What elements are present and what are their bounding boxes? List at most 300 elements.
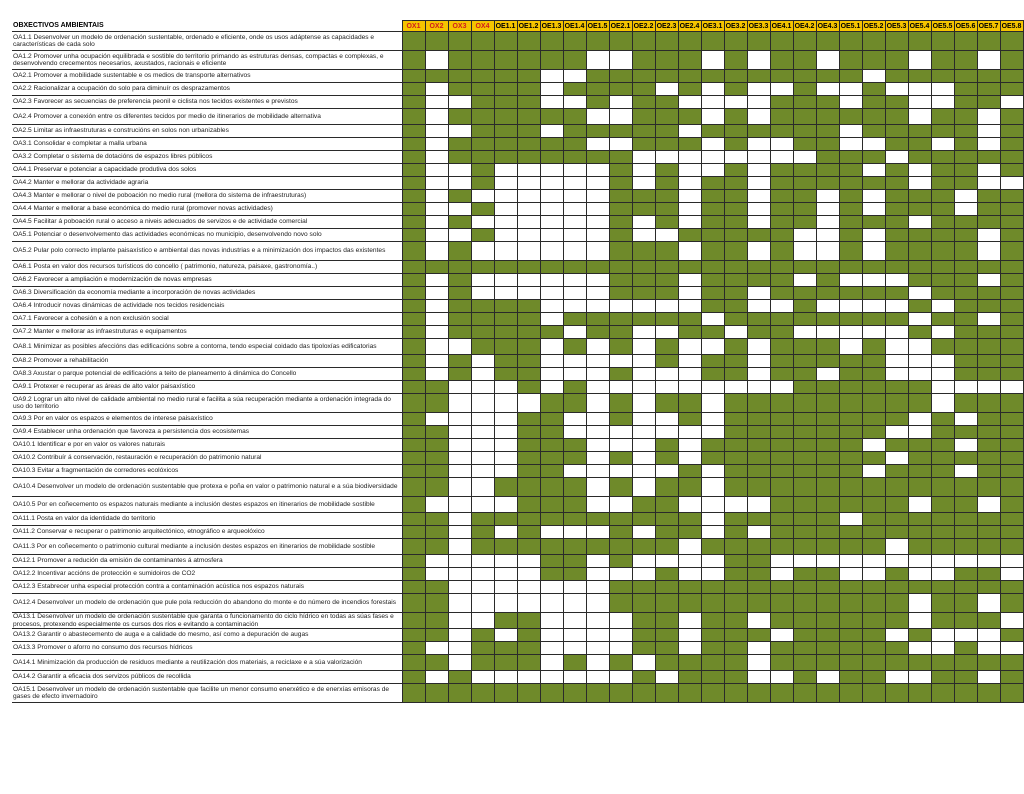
matrix-cell-filled bbox=[701, 671, 724, 684]
matrix-cell-filled bbox=[655, 526, 678, 539]
table-row bbox=[12, 96, 1023, 109]
matrix-cell-empty bbox=[586, 526, 609, 539]
matrix-cell-filled bbox=[839, 465, 862, 478]
matrix-cell-empty bbox=[862, 555, 885, 568]
matrix-cell-filled bbox=[747, 439, 770, 452]
matrix-cell-empty bbox=[425, 326, 448, 339]
matrix-cell-filled bbox=[540, 539, 563, 555]
matrix-cell-empty bbox=[747, 242, 770, 261]
matrix-cell-filled bbox=[425, 32, 448, 51]
matrix-cell-filled bbox=[839, 581, 862, 594]
matrix-cell-empty bbox=[770, 151, 793, 164]
matrix-cell-filled bbox=[724, 138, 747, 151]
matrix-cell-filled bbox=[563, 497, 586, 513]
matrix-cell-filled bbox=[954, 684, 977, 703]
matrix-cell-filled bbox=[402, 671, 425, 684]
matrix-cell-filled bbox=[1000, 242, 1023, 261]
matrix-cell-filled bbox=[862, 394, 885, 413]
matrix-cell-empty bbox=[862, 242, 885, 261]
matrix-cell-filled bbox=[1000, 629, 1023, 642]
matrix-cell-filled bbox=[747, 274, 770, 287]
matrix-cell-filled bbox=[609, 539, 632, 555]
matrix-cell-filled bbox=[471, 684, 494, 703]
matrix-cell-filled bbox=[977, 613, 1000, 629]
matrix-cell-filled bbox=[471, 109, 494, 125]
matrix-cell-empty bbox=[678, 613, 701, 629]
objective-label: OA1.2 Promover unha ocupación equilibrada e sostible do territorio primando as estruturas densas, compactas e complexas, e desenvolvendo crecementos necesarios, axustados, racionais e eficiente bbox=[12, 51, 402, 70]
matrix-cell-filled bbox=[977, 190, 1000, 203]
matrix-cell-filled bbox=[678, 684, 701, 703]
matrix-cell-filled bbox=[862, 381, 885, 394]
matrix-cell-empty bbox=[471, 594, 494, 613]
matrix-cell-filled bbox=[1000, 465, 1023, 478]
matrix-cell-filled bbox=[724, 439, 747, 452]
matrix-cell-filled bbox=[425, 465, 448, 478]
matrix-cell-filled bbox=[494, 613, 517, 629]
header-row bbox=[12, 21, 1023, 32]
matrix-cell-filled bbox=[632, 497, 655, 513]
matrix-cell-filled bbox=[632, 671, 655, 684]
matrix-cell-filled bbox=[517, 261, 540, 274]
matrix-cell-filled bbox=[793, 497, 816, 513]
matrix-cell-empty bbox=[1000, 96, 1023, 109]
table-row bbox=[12, 568, 1023, 581]
column-header-oe5-3: OE5.3 bbox=[886, 22, 907, 30]
matrix-cell-filled bbox=[931, 526, 954, 539]
matrix-cell-filled bbox=[471, 96, 494, 109]
matrix-cell-empty bbox=[471, 478, 494, 497]
matrix-cell-empty bbox=[494, 164, 517, 177]
matrix-cell-empty bbox=[494, 594, 517, 613]
column-header-oe5-5: OE5.5 bbox=[932, 22, 953, 30]
matrix-cell-filled bbox=[839, 368, 862, 381]
matrix-cell-filled bbox=[655, 32, 678, 51]
matrix-cell-filled bbox=[448, 300, 471, 313]
matrix-cell-filled bbox=[862, 177, 885, 190]
matrix-cell-filled bbox=[609, 555, 632, 568]
matrix-cell-empty bbox=[747, 216, 770, 229]
matrix-cell-empty bbox=[977, 51, 1000, 70]
matrix-cell-filled bbox=[1000, 109, 1023, 125]
matrix-cell-filled bbox=[793, 526, 816, 539]
matrix-cell-filled bbox=[724, 32, 747, 51]
matrix-cell-empty bbox=[517, 568, 540, 581]
matrix-cell-filled bbox=[724, 642, 747, 655]
matrix-cell-empty bbox=[586, 497, 609, 513]
matrix-cell-filled bbox=[747, 125, 770, 138]
matrix-cell-filled bbox=[655, 164, 678, 177]
matrix-cell-filled bbox=[701, 300, 724, 313]
matrix-cell-filled bbox=[931, 287, 954, 300]
objective-label: OA2.4 Promover a conexión entre os diferentes tecidos por medio de itinerarios de mobilidade alternativa bbox=[12, 109, 402, 125]
matrix-cell-filled bbox=[402, 164, 425, 177]
matrix-cell-filled bbox=[839, 109, 862, 125]
header-label: OBXECTIVOS AMBIENTAIS bbox=[12, 21, 402, 32]
matrix-cell-filled bbox=[770, 684, 793, 703]
matrix-cell-empty bbox=[977, 629, 1000, 642]
matrix-cell-empty bbox=[632, 326, 655, 339]
matrix-cell-filled bbox=[517, 339, 540, 355]
matrix-cell-filled bbox=[678, 513, 701, 526]
matrix-cell-empty bbox=[678, 339, 701, 355]
matrix-cell-empty bbox=[632, 655, 655, 671]
matrix-cell-empty bbox=[586, 413, 609, 426]
matrix-cell-empty bbox=[655, 229, 678, 242]
matrix-cell-filled bbox=[540, 51, 563, 70]
matrix-cell-filled bbox=[747, 539, 770, 555]
matrix-cell-filled bbox=[563, 478, 586, 497]
matrix-cell-filled bbox=[586, 96, 609, 109]
matrix-cell-empty bbox=[609, 568, 632, 581]
matrix-cell-filled bbox=[931, 190, 954, 203]
matrix-cell-empty bbox=[563, 300, 586, 313]
matrix-cell-filled bbox=[816, 70, 839, 83]
matrix-cell-empty bbox=[609, 426, 632, 439]
matrix-cell-empty bbox=[494, 287, 517, 300]
matrix-cell-filled bbox=[931, 539, 954, 555]
matrix-cell-filled bbox=[1000, 300, 1023, 313]
column-header-oe5-6: OE5.6 bbox=[955, 22, 976, 30]
matrix-cell-empty bbox=[494, 426, 517, 439]
matrix-cell-filled bbox=[793, 684, 816, 703]
matrix-cell-filled bbox=[609, 125, 632, 138]
matrix-cell-empty bbox=[701, 109, 724, 125]
matrix-cell-empty bbox=[471, 497, 494, 513]
objective-label: OA9.2 Lograr un alto nivel de calidade ambiental no medio rural e facilita a súa recuperación mediante a ordenación integrada do uso do territorio bbox=[12, 394, 402, 413]
matrix-cell-filled bbox=[931, 478, 954, 497]
matrix-cell-empty bbox=[770, 138, 793, 151]
matrix-cell-filled bbox=[770, 655, 793, 671]
matrix-cell-empty bbox=[563, 613, 586, 629]
matrix-cell-empty bbox=[494, 216, 517, 229]
matrix-cell-filled bbox=[517, 381, 540, 394]
matrix-cell-filled bbox=[402, 413, 425, 426]
table-row bbox=[12, 439, 1023, 452]
matrix-cell-filled bbox=[448, 70, 471, 83]
matrix-cell-empty bbox=[448, 203, 471, 216]
matrix-cell-empty bbox=[540, 655, 563, 671]
matrix-cell-empty bbox=[586, 594, 609, 613]
matrix-cell-filled bbox=[839, 439, 862, 452]
matrix-cell-empty bbox=[747, 381, 770, 394]
matrix-cell-empty bbox=[885, 151, 908, 164]
matrix-cell-filled bbox=[425, 478, 448, 497]
matrix-cell-empty bbox=[448, 594, 471, 613]
matrix-cell-filled bbox=[839, 70, 862, 83]
matrix-cell-filled bbox=[701, 229, 724, 242]
matrix-cell-filled bbox=[747, 261, 770, 274]
matrix-cell-filled bbox=[908, 684, 931, 703]
matrix-cell-filled bbox=[793, 177, 816, 190]
matrix-cell-empty bbox=[471, 671, 494, 684]
matrix-cell-empty bbox=[885, 629, 908, 642]
column-header-oe5-4: OE5.4 bbox=[909, 22, 930, 30]
matrix-cell-filled bbox=[701, 261, 724, 274]
matrix-cell-empty bbox=[770, 568, 793, 581]
matrix-cell-filled bbox=[517, 151, 540, 164]
matrix-cell-empty bbox=[471, 216, 494, 229]
matrix-cell-filled bbox=[770, 216, 793, 229]
matrix-cell-empty bbox=[862, 70, 885, 83]
matrix-cell-empty bbox=[586, 138, 609, 151]
matrix-cell-filled bbox=[563, 138, 586, 151]
matrix-cell-filled bbox=[448, 190, 471, 203]
matrix-cell-filled bbox=[402, 125, 425, 138]
matrix-cell-filled bbox=[402, 242, 425, 261]
matrix-cell-filled bbox=[517, 452, 540, 465]
matrix-cell-filled bbox=[609, 655, 632, 671]
matrix-cell-filled bbox=[954, 326, 977, 339]
matrix-cell-filled bbox=[977, 300, 1000, 313]
matrix-cell-filled bbox=[747, 684, 770, 703]
matrix-cell-empty bbox=[701, 555, 724, 568]
matrix-cell-filled bbox=[977, 439, 1000, 452]
matrix-cell-filled bbox=[655, 177, 678, 190]
matrix-cell-filled bbox=[448, 151, 471, 164]
matrix-cell-empty bbox=[586, 203, 609, 216]
matrix-cell-empty bbox=[678, 274, 701, 287]
matrix-cell-empty bbox=[655, 151, 678, 164]
matrix-cell-empty bbox=[517, 242, 540, 261]
matrix-cell-empty bbox=[425, 671, 448, 684]
matrix-cell-filled bbox=[448, 83, 471, 96]
matrix-cell-filled bbox=[402, 32, 425, 51]
matrix-cell-filled bbox=[540, 465, 563, 478]
matrix-cell-empty bbox=[517, 216, 540, 229]
matrix-cell-filled bbox=[931, 655, 954, 671]
matrix-cell-empty bbox=[977, 555, 1000, 568]
matrix-cell-filled bbox=[908, 513, 931, 526]
table-row bbox=[12, 426, 1023, 439]
matrix-cell-filled bbox=[586, 684, 609, 703]
column-header-ox3: OX3 bbox=[448, 21, 471, 32]
matrix-cell-empty bbox=[448, 555, 471, 568]
matrix-cell-empty bbox=[632, 426, 655, 439]
matrix-cell-empty bbox=[586, 216, 609, 229]
column-header-oe2-2: OE2.2 bbox=[633, 22, 654, 30]
matrix-cell-filled bbox=[724, 465, 747, 478]
matrix-cell-filled bbox=[908, 478, 931, 497]
matrix-cell-filled bbox=[724, 261, 747, 274]
matrix-cell-empty bbox=[586, 368, 609, 381]
matrix-cell-empty bbox=[747, 613, 770, 629]
matrix-cell-empty bbox=[862, 229, 885, 242]
matrix-cell-empty bbox=[425, 109, 448, 125]
matrix-cell-empty bbox=[586, 274, 609, 287]
matrix-cell-filled bbox=[1000, 32, 1023, 51]
matrix-cell-empty bbox=[908, 594, 931, 613]
matrix-cell-filled bbox=[770, 339, 793, 355]
matrix-cell-filled bbox=[632, 274, 655, 287]
matrix-cell-filled bbox=[632, 287, 655, 300]
matrix-cell-filled bbox=[816, 32, 839, 51]
matrix-cell-empty bbox=[954, 413, 977, 426]
matrix-cell-empty bbox=[862, 138, 885, 151]
matrix-cell-filled bbox=[678, 655, 701, 671]
matrix-cell-filled bbox=[724, 513, 747, 526]
matrix-cell-filled bbox=[655, 51, 678, 70]
matrix-cell-filled bbox=[425, 394, 448, 413]
matrix-cell-empty bbox=[425, 216, 448, 229]
matrix-cell-filled bbox=[931, 229, 954, 242]
matrix-cell-filled bbox=[724, 229, 747, 242]
matrix-cell-filled bbox=[770, 96, 793, 109]
matrix-cell-empty bbox=[885, 368, 908, 381]
matrix-cell-empty bbox=[885, 274, 908, 287]
matrix-cell-filled bbox=[931, 32, 954, 51]
matrix-cell-empty bbox=[448, 539, 471, 555]
matrix-cell-empty bbox=[816, 51, 839, 70]
matrix-cell-filled bbox=[701, 70, 724, 83]
matrix-cell-empty bbox=[586, 465, 609, 478]
matrix-cell-filled bbox=[471, 164, 494, 177]
matrix-cell-empty bbox=[517, 394, 540, 413]
objective-label: OA10.1 Identificar e por en valor os valores naturais bbox=[12, 439, 402, 452]
matrix-cell-filled bbox=[793, 642, 816, 655]
matrix-cell-empty bbox=[839, 555, 862, 568]
matrix-cell-filled bbox=[471, 300, 494, 313]
matrix-cell-filled bbox=[471, 629, 494, 642]
matrix-cell-filled bbox=[862, 594, 885, 613]
matrix-cell-filled bbox=[862, 125, 885, 138]
matrix-cell-filled bbox=[885, 190, 908, 203]
matrix-cell-filled bbox=[448, 216, 471, 229]
matrix-body bbox=[12, 32, 1023, 703]
matrix-cell-empty bbox=[540, 203, 563, 216]
matrix-cell-filled bbox=[908, 300, 931, 313]
matrix-cell-filled bbox=[770, 51, 793, 70]
matrix-cell-empty bbox=[908, 355, 931, 368]
matrix-cell-empty bbox=[724, 326, 747, 339]
matrix-cell-empty bbox=[425, 555, 448, 568]
matrix-cell-filled bbox=[770, 70, 793, 83]
matrix-cell-empty bbox=[862, 164, 885, 177]
matrix-cell-filled bbox=[402, 339, 425, 355]
table-row bbox=[12, 83, 1023, 96]
matrix-cell-filled bbox=[816, 151, 839, 164]
matrix-cell-filled bbox=[770, 465, 793, 478]
matrix-cell-filled bbox=[1000, 83, 1023, 96]
matrix-cell-empty bbox=[563, 274, 586, 287]
matrix-cell-filled bbox=[402, 355, 425, 368]
matrix-cell-filled bbox=[954, 109, 977, 125]
matrix-cell-filled bbox=[425, 684, 448, 703]
matrix-cell-filled bbox=[494, 478, 517, 497]
matrix-cell-empty bbox=[586, 109, 609, 125]
matrix-cell-empty bbox=[425, 300, 448, 313]
matrix-cell-filled bbox=[885, 177, 908, 190]
matrix-cell-filled bbox=[517, 138, 540, 151]
matrix-cell-filled bbox=[793, 125, 816, 138]
matrix-cell-filled bbox=[402, 261, 425, 274]
table-row bbox=[12, 274, 1023, 287]
matrix-cell-filled bbox=[862, 452, 885, 465]
matrix-cell-filled bbox=[816, 613, 839, 629]
matrix-cell-filled bbox=[563, 32, 586, 51]
matrix-cell-empty bbox=[540, 125, 563, 138]
matrix-cell-filled bbox=[839, 287, 862, 300]
matrix-cell-filled bbox=[471, 339, 494, 355]
matrix-cell-filled bbox=[517, 629, 540, 642]
matrix-cell-empty bbox=[977, 497, 1000, 513]
matrix-cell-filled bbox=[494, 368, 517, 381]
matrix-cell-empty bbox=[977, 164, 1000, 177]
objective-label: OA4.2 Manter e mellorar da actividade agraria bbox=[12, 177, 402, 190]
column-header-ox2: OX2 bbox=[425, 21, 448, 32]
objective-label: OA9.3 Por en valor os espazos e elementos de interese paisaxístico bbox=[12, 413, 402, 426]
matrix-cell-filled bbox=[885, 394, 908, 413]
matrix-cell-filled bbox=[494, 109, 517, 125]
matrix-cell-empty bbox=[632, 452, 655, 465]
matrix-cell-empty bbox=[747, 138, 770, 151]
matrix-cell-filled bbox=[885, 242, 908, 261]
matrix-cell-filled bbox=[908, 70, 931, 83]
matrix-cell-filled bbox=[655, 568, 678, 581]
matrix-cell-empty bbox=[701, 313, 724, 326]
matrix-cell-empty bbox=[425, 287, 448, 300]
matrix-cell-filled bbox=[425, 581, 448, 594]
objective-label: OA6.2 Favorecer a ampliación e modernización de novas empresas bbox=[12, 274, 402, 287]
matrix-cell-filled bbox=[402, 581, 425, 594]
matrix-cell-empty bbox=[678, 568, 701, 581]
matrix-cell-filled bbox=[540, 326, 563, 339]
matrix-cell-filled bbox=[977, 151, 1000, 164]
matrix-cell-filled bbox=[655, 96, 678, 109]
table-row bbox=[12, 613, 1023, 629]
matrix-cell-empty bbox=[425, 151, 448, 164]
matrix-cell-filled bbox=[747, 32, 770, 51]
matrix-cell-filled bbox=[517, 368, 540, 381]
matrix-cell-empty bbox=[1000, 381, 1023, 394]
matrix-cell-empty bbox=[908, 339, 931, 355]
matrix-cell-filled bbox=[540, 138, 563, 151]
matrix-cell-filled bbox=[655, 497, 678, 513]
matrix-cell-empty bbox=[1000, 642, 1023, 655]
matrix-cell-filled bbox=[977, 83, 1000, 96]
matrix-cell-filled bbox=[586, 326, 609, 339]
matrix-cell-empty bbox=[471, 394, 494, 413]
matrix-cell-empty bbox=[678, 452, 701, 465]
table-row bbox=[12, 671, 1023, 684]
matrix-cell-empty bbox=[701, 465, 724, 478]
matrix-cell-filled bbox=[931, 671, 954, 684]
matrix-cell-filled bbox=[839, 642, 862, 655]
matrix-cell-empty bbox=[931, 355, 954, 368]
matrix-cell-filled bbox=[609, 177, 632, 190]
matrix-cell-empty bbox=[632, 164, 655, 177]
table-row bbox=[12, 655, 1023, 671]
matrix-cell-filled bbox=[770, 326, 793, 339]
matrix-cell-filled bbox=[586, 32, 609, 51]
matrix-cell-filled bbox=[747, 229, 770, 242]
matrix-cell-empty bbox=[770, 555, 793, 568]
matrix-cell-filled bbox=[977, 326, 1000, 339]
matrix-cell-empty bbox=[908, 96, 931, 109]
matrix-cell-filled bbox=[402, 594, 425, 613]
matrix-cell-empty bbox=[701, 478, 724, 497]
matrix-cell-filled bbox=[839, 216, 862, 229]
objective-label: OA4.1 Preservar e potenciar a capacidade produtiva dos solos bbox=[12, 164, 402, 177]
matrix-cell-empty bbox=[747, 190, 770, 203]
matrix-cell-filled bbox=[885, 513, 908, 526]
matrix-cell-empty bbox=[793, 229, 816, 242]
matrix-cell-filled bbox=[655, 216, 678, 229]
matrix-cell-empty bbox=[839, 568, 862, 581]
matrix-cell-empty bbox=[425, 164, 448, 177]
matrix-cell-empty bbox=[678, 629, 701, 642]
table-row bbox=[12, 629, 1023, 642]
matrix-cell-empty bbox=[540, 671, 563, 684]
